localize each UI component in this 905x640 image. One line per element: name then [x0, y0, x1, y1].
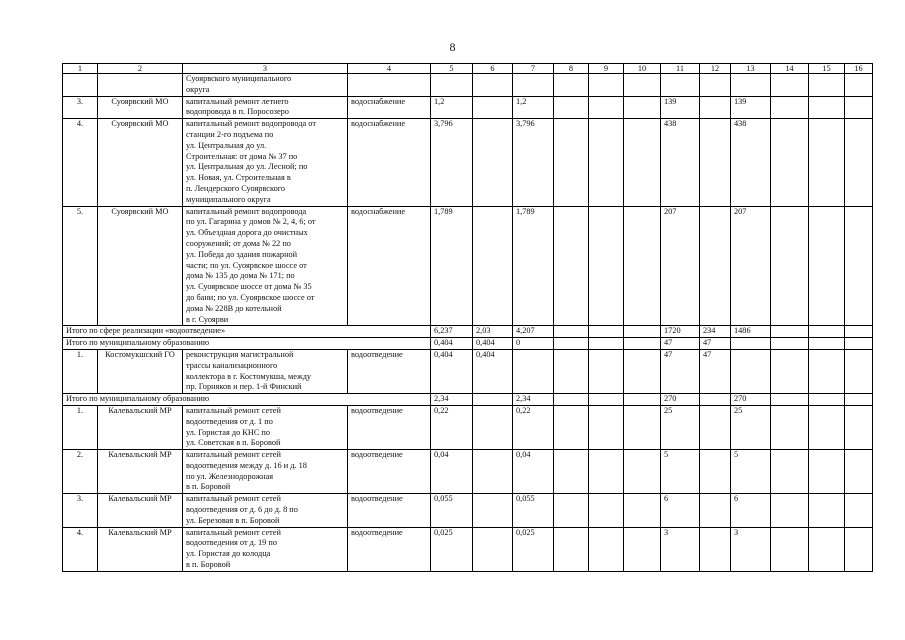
cell-col-16: [845, 96, 873, 119]
description-line: водоотведения от д. 1 по: [186, 416, 273, 426]
cell-col-11: 25: [661, 405, 700, 449]
description-line: ул. Суоярвское шоссе от дома № 35: [186, 282, 312, 292]
cell-col-15: [809, 326, 845, 338]
total-label: Итого по муниципальному образованию: [63, 338, 431, 350]
description-line: ул. Советская в п. Боровой: [186, 438, 281, 448]
cell-col-7: 2,34: [513, 394, 554, 406]
cell-col-11: 1720: [661, 326, 700, 338]
cell-col-12: [700, 450, 731, 494]
total-row: [63, 338, 873, 350]
cell-col-7: 0: [513, 338, 554, 350]
cell-col-10: [624, 494, 661, 527]
total-label: Итого по сфере реализации «водоотведение»: [63, 326, 431, 338]
row-number: 1.: [63, 405, 98, 449]
cell-col-11: 6: [661, 494, 700, 527]
column-number-12: 12: [700, 64, 731, 74]
cell-col-13: [731, 338, 771, 350]
cell-col-10: [624, 349, 661, 393]
description-line: станции 2-го подъема по: [186, 129, 274, 139]
column-number-7: 7: [513, 64, 554, 74]
description-line: ул. Гористая до КНС по: [186, 427, 271, 437]
cell-col-15: [809, 527, 845, 571]
cell-col-12: [700, 394, 731, 406]
cell-col-8: [554, 119, 589, 206]
table-row: [63, 119, 873, 206]
cell-col-6: [473, 494, 513, 527]
cell-col-14: [771, 338, 809, 350]
cell-col-12: [700, 405, 731, 449]
cell-col-13: 1486: [731, 326, 771, 338]
column-number-row: [63, 64, 873, 74]
cell-col-10: [624, 394, 661, 406]
cell-col-13: [731, 349, 771, 393]
description-line: капитальный ремонт сетей: [186, 450, 281, 460]
cell-col-14: [771, 394, 809, 406]
cell-col-14: [771, 349, 809, 393]
cell-col-7: [513, 74, 554, 97]
row-number: 4.: [63, 119, 98, 206]
cell-col-11: 438: [661, 119, 700, 206]
row-number: 3.: [63, 494, 98, 527]
cell-col-5: 0,04: [431, 450, 473, 494]
column-number-6: 6: [473, 64, 513, 74]
cell-col-9: [589, 405, 624, 449]
cell-col-11: 207: [661, 206, 700, 326]
cell-col-11: 3: [661, 527, 700, 571]
municipality: Костомукшский ГО: [98, 349, 183, 393]
work-description: [183, 527, 348, 571]
description-line: дома № 228В до котельной: [186, 303, 282, 313]
description-line: дома № 135 до дома № 171; по: [186, 271, 295, 281]
description-line: ул. Березовая в п. Боровой: [186, 515, 280, 525]
description-line: ул. Объездная дорога до очистных: [186, 228, 308, 238]
cell-col-15: [809, 338, 845, 350]
cell-col-11: [661, 74, 700, 97]
cell-col-13: 25: [731, 405, 771, 449]
column-number-15: 15: [809, 64, 845, 74]
cell-col-6: [473, 394, 513, 406]
service-sphere: водоотведение: [348, 405, 431, 449]
cell-col-9: [589, 326, 624, 338]
table-row: [63, 74, 873, 97]
description-line: ул. Центральная до ул. Лесной; по: [186, 162, 308, 172]
cell-col-16: [845, 494, 873, 527]
cell-col-8: [554, 96, 589, 119]
service-sphere: водоотведение: [348, 450, 431, 494]
cell-col-16: [845, 527, 873, 571]
cell-col-15: [809, 349, 845, 393]
row-number: 4.: [63, 527, 98, 571]
cell-col-7: [513, 349, 554, 393]
cell-col-8: [554, 338, 589, 350]
cell-col-6: [473, 96, 513, 119]
description-line: до бани; по ул. Суоярвское шоссе от: [186, 292, 315, 302]
cell-col-14: [771, 450, 809, 494]
description-line: трассы канализационного: [186, 360, 278, 370]
work-description: [183, 494, 348, 527]
cell-col-16: [845, 119, 873, 206]
cell-col-16: [845, 349, 873, 393]
table-row: [63, 96, 873, 119]
description-line: капитальный ремонт водопровода: [186, 206, 307, 216]
service-sphere: водоснабжение: [348, 206, 431, 326]
cell-col-13: 6: [731, 494, 771, 527]
work-description: [183, 405, 348, 449]
cell-col-12: [700, 119, 731, 206]
description-line: водоотведения от д. 6 до д. 8 по: [186, 505, 298, 515]
cell-col-8: [554, 349, 589, 393]
cell-col-15: [809, 450, 845, 494]
municipality: Суоярвский МО: [98, 96, 183, 119]
cell-col-5: 0,22: [431, 405, 473, 449]
cell-col-16: [845, 338, 873, 350]
column-number-11: 11: [661, 64, 700, 74]
municipality: Суоярвский МО: [98, 206, 183, 326]
cell-col-16: [845, 405, 873, 449]
cell-col-16: [845, 450, 873, 494]
cell-col-16: [845, 74, 873, 97]
description-line: ул. Новая, ул. Строительная в: [186, 173, 291, 183]
cell-col-9: [589, 494, 624, 527]
cell-col-10: [624, 450, 661, 494]
description-line: сооружений; от дома № 22 по: [186, 238, 291, 248]
description-line: округа: [186, 84, 210, 94]
description-line: части; по ул. Суоярвское шоссе от: [186, 260, 307, 270]
cell-col-10: [624, 338, 661, 350]
cell-col-12: [700, 494, 731, 527]
cell-col-5: 0,404: [431, 349, 473, 393]
cell-col-12: 47: [700, 349, 731, 393]
cell-col-10: [624, 206, 661, 326]
column-number-1: 1: [63, 64, 98, 74]
description-line: п. Лендерского Суоярвского: [186, 183, 286, 193]
column-number-3: 3: [183, 64, 348, 74]
cell-col-9: [589, 394, 624, 406]
column-number-8: 8: [554, 64, 589, 74]
cell-col-12: [700, 96, 731, 119]
cell-col-6: [473, 450, 513, 494]
cell-col-13: 3: [731, 527, 771, 571]
service-sphere: водоотведение: [348, 527, 431, 571]
cell-col-16: [845, 394, 873, 406]
service-sphere: водоотведение: [348, 494, 431, 527]
cell-col-9: [589, 96, 624, 119]
cell-col-14: [771, 527, 809, 571]
cell-col-9: [589, 349, 624, 393]
cell-col-6: 0,404: [473, 349, 513, 393]
cell-col-10: [624, 527, 661, 571]
cell-col-6: [473, 405, 513, 449]
cell-col-15: [809, 119, 845, 206]
municipality: Калевальский МР: [98, 450, 183, 494]
cell-col-12: 234: [700, 326, 731, 338]
cell-col-5: 0,404: [431, 338, 473, 350]
cell-col-5: 1,789: [431, 206, 473, 326]
description-line: в г. Суоярви: [186, 314, 229, 324]
cell-col-13: 438: [731, 119, 771, 206]
column-number-10: 10: [624, 64, 661, 74]
municipality: Суоярвский МО: [98, 119, 183, 206]
cell-col-5: 2,34: [431, 394, 473, 406]
cell-col-15: [809, 394, 845, 406]
description-line: ул. Гористая до колодца: [186, 549, 271, 559]
municipality: Калевальский МР: [98, 527, 183, 571]
cell-col-8: [554, 206, 589, 326]
work-description: [183, 450, 348, 494]
description-line: по ул. Гагарина у домов № 2, 4, 6; от: [186, 217, 316, 227]
cell-col-7: 1,2: [513, 96, 554, 119]
cell-col-10: [624, 96, 661, 119]
cell-col-15: [809, 494, 845, 527]
column-number-4: 4: [348, 64, 431, 74]
table-row: [63, 349, 873, 393]
row-number: 5.: [63, 206, 98, 326]
service-sphere: водоотведение: [348, 349, 431, 393]
cell-col-15: [809, 74, 845, 97]
cell-col-12: [700, 527, 731, 571]
description-line: Строительная: от дома № 37 по: [186, 151, 298, 161]
service-sphere: водоснабжение: [348, 96, 431, 119]
description-line: Суоярвского муниципального: [186, 74, 292, 83]
table-row: [63, 206, 873, 326]
cell-col-8: [554, 405, 589, 449]
cell-col-7: 4,207: [513, 326, 554, 338]
work-description: [183, 119, 348, 206]
cell-col-12: [700, 74, 731, 97]
row-number: 3.: [63, 96, 98, 119]
cell-col-11: 47: [661, 338, 700, 350]
cell-col-13: [731, 74, 771, 97]
cell-col-6: [473, 119, 513, 206]
table-row: [63, 405, 873, 449]
cell-col-14: [771, 74, 809, 97]
cell-col-7: 3,796: [513, 119, 554, 206]
cell-col-8: [554, 494, 589, 527]
description-line: водопровода в п. Поросозеро: [186, 107, 289, 117]
cell-col-9: [589, 206, 624, 326]
description-line: по ул. Железнодорожная: [186, 471, 274, 481]
column-number-13: 13: [731, 64, 771, 74]
cell-col-14: [771, 494, 809, 527]
cell-col-8: [554, 326, 589, 338]
cell-col-9: [589, 527, 624, 571]
work-description: [183, 74, 348, 97]
description-line: в п. Боровой: [186, 560, 231, 570]
description-line: капитальный ремонт водопровода от: [186, 119, 316, 129]
cell-col-8: [554, 450, 589, 494]
row-number: 2.: [63, 450, 98, 494]
table-row: [63, 450, 873, 494]
cell-col-7: 1,789: [513, 206, 554, 326]
cell-col-11: 47: [661, 349, 700, 393]
cell-col-6: [473, 206, 513, 326]
cell-col-14: [771, 326, 809, 338]
cell-col-5: [431, 74, 473, 97]
cell-col-6: 2,03: [473, 326, 513, 338]
cell-col-5: 1,2: [431, 96, 473, 119]
total-row: [63, 326, 873, 338]
page-number: 8: [449, 40, 456, 54]
service-sphere: [348, 74, 431, 97]
description-line: водоотведения между д. 16 и д. 18: [186, 460, 307, 470]
cell-col-6: [473, 74, 513, 97]
cell-col-9: [589, 74, 624, 97]
service-sphere: водоснабжение: [348, 119, 431, 206]
total-label: Итого по муниципальному образованию: [63, 394, 431, 406]
table-row: [63, 527, 873, 571]
column-number-16: 16: [845, 64, 873, 74]
cell-col-13: 5: [731, 450, 771, 494]
column-number-9: 9: [589, 64, 624, 74]
column-number-2: 2: [98, 64, 183, 74]
cell-col-11: 270: [661, 394, 700, 406]
cell-col-12: [700, 206, 731, 326]
row-number: 1.: [63, 349, 98, 393]
work-description: [183, 96, 348, 119]
cell-col-9: [589, 119, 624, 206]
cell-col-14: [771, 405, 809, 449]
column-number-14: 14: [771, 64, 809, 74]
cell-col-13: 207: [731, 206, 771, 326]
cell-col-11: 139: [661, 96, 700, 119]
cell-col-15: [809, 206, 845, 326]
column-number-5: 5: [431, 64, 473, 74]
description-line: капитальный ремонт летнего: [186, 96, 289, 106]
cell-col-10: [624, 326, 661, 338]
cell-col-16: [845, 326, 873, 338]
cell-col-12: 47: [700, 338, 731, 350]
table-row: [63, 494, 873, 527]
description-line: капитальный ремонт сетей: [186, 405, 281, 415]
description-line: капитальный ремонт сетей: [186, 494, 281, 504]
cell-col-9: [589, 338, 624, 350]
row-number: [63, 74, 98, 97]
description-line: ул. Центральная до ул.: [186, 140, 267, 150]
cell-col-15: [809, 96, 845, 119]
cell-col-13: 139: [731, 96, 771, 119]
work-description: [183, 206, 348, 326]
cell-col-10: [624, 74, 661, 97]
cell-col-6: [473, 527, 513, 571]
cell-col-14: [771, 96, 809, 119]
program-table: [62, 63, 873, 572]
total-row: [63, 394, 873, 406]
municipality: [98, 74, 183, 97]
cell-col-7: 0,055: [513, 494, 554, 527]
cell-col-13: 270: [731, 394, 771, 406]
municipality: Калевальский МР: [98, 494, 183, 527]
cell-col-5: 0,025: [431, 527, 473, 571]
municipality: Калевальский МР: [98, 405, 183, 449]
cell-col-5: 6,237: [431, 326, 473, 338]
description-line: муниципального округа: [186, 194, 271, 204]
cell-col-14: [771, 119, 809, 206]
description-line: капитальный ремонт сетей: [186, 527, 281, 537]
cell-col-14: [771, 206, 809, 326]
description-line: пр. Горняков и пер. 1-й Финский: [186, 382, 302, 392]
cell-col-9: [589, 450, 624, 494]
cell-col-7: 0,22: [513, 405, 554, 449]
cell-col-5: 0,055: [431, 494, 473, 527]
cell-col-6: 0,404: [473, 338, 513, 350]
cell-col-15: [809, 405, 845, 449]
description-line: ул. Победа до здания пожарной: [186, 249, 298, 259]
cell-col-8: [554, 394, 589, 406]
cell-col-11: 5: [661, 450, 700, 494]
description-line: в п. Боровой: [186, 482, 231, 492]
description-line: водоотведения от д. 19 по: [186, 538, 277, 548]
cell-col-7: 0,025: [513, 527, 554, 571]
cell-col-16: [845, 206, 873, 326]
cell-col-7: 0,04: [513, 450, 554, 494]
cell-col-8: [554, 74, 589, 97]
cell-col-8: [554, 527, 589, 571]
description-line: реконструкция магистральной: [186, 349, 294, 359]
cell-col-10: [624, 119, 661, 206]
cell-col-10: [624, 405, 661, 449]
cell-col-5: 3,796: [431, 119, 473, 206]
work-description: [183, 349, 348, 393]
description-line: коллектора в г. Костомукша, между: [186, 371, 312, 381]
